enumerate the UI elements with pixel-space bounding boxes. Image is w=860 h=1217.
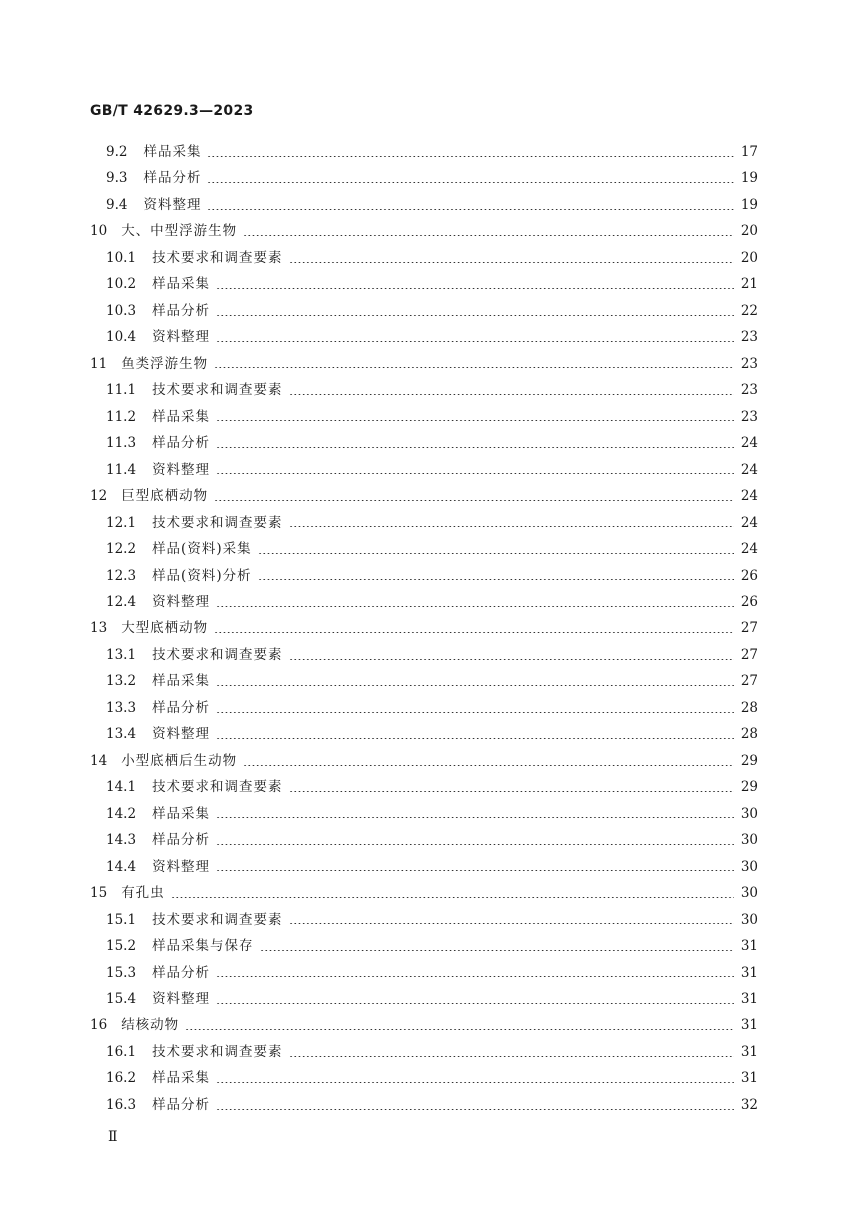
toc-entry-title: 样品采集 [143,144,202,160]
table-of-contents [90,139,758,1118]
toc-entry-number: 9.3 [106,170,128,187]
toc-entry-number: 13.2 [106,673,137,690]
toc-dot-leader [289,659,734,660]
toc-entry-page: 31 [740,964,758,981]
toc-entry-title: 资料整理 [152,329,211,346]
toc-entry[interactable] [90,642,758,668]
toc-entry-page: 32 [740,1096,758,1113]
toc-dot-leader [207,182,734,183]
toc-entry-title: 巨型底栖动物 [121,488,209,505]
toc-entry-title: 样品(资料)分析 [152,567,252,584]
toc-entry-page: 30 [740,832,758,849]
toc-entry-number: 10.3 [106,302,137,319]
toc-entry-title: 技术要求和调查要素 [152,911,283,928]
toc-entry-title: 资料整理 [152,461,211,478]
toc-entry-page: 23 [740,382,758,399]
toc-entry-title: 样品分析 [152,1096,211,1113]
toc-entry-title: 资料整理 [152,726,211,743]
toc-dot-leader [216,341,734,342]
toc-entry[interactable] [90,615,758,641]
toc-dot-leader [216,447,734,448]
toc-dot-leader [207,209,734,210]
toc-dot-leader [289,1056,734,1057]
toc-dot-leader [258,579,734,580]
toc-entry-number: 15.4 [106,991,137,1007]
toc-entry-page: 19 [740,196,758,213]
toc-entry-number: 15.1 [106,911,137,928]
toc-entry[interactable] [90,1039,758,1065]
toc-entry-number: 14.4 [106,858,137,875]
toc-entry-page: 30 [740,885,758,902]
toc-entry-title: 样品分析 [152,435,211,452]
toc-dot-leader [216,1109,734,1110]
toc-entry-number: 16.2 [106,1070,137,1087]
toc-dot-leader [216,315,734,316]
toc-dot-leader [207,156,734,157]
toc-entry-number: 12.4 [106,593,137,610]
toc-entry-number: 12 [90,488,108,505]
toc-entry-page: 20 [740,223,758,240]
toc-entry[interactable] [90,880,758,906]
toc-entry-number: 14 [90,752,108,769]
toc-entry-number: 11 [90,355,108,372]
toc-entry[interactable] [90,774,758,800]
toc-dot-leader [289,526,734,527]
toc-dot-leader [216,420,734,421]
toc-entry[interactable] [90,245,758,271]
toc-entry-number: 16.3 [106,1096,137,1113]
toc-entry-page: 24 [740,488,758,505]
toc-entry-number: 12.3 [106,567,137,584]
toc-entry-number: 15.2 [106,938,137,955]
toc-entry-page: 17 [740,144,758,160]
toc-entry[interactable] [90,1012,758,1038]
toc-dot-leader [258,553,734,554]
toc-entry-page: 24 [740,514,758,531]
toc-entry-number: 14.3 [106,832,137,849]
toc-entry-number: 11.1 [106,382,137,399]
toc-entry-page: 31 [740,1043,758,1060]
toc-dot-leader [289,791,734,792]
toc-entry-number: 16.1 [106,1043,137,1060]
toc-entry-page: 31 [740,1017,758,1034]
toc-entry[interactable] [90,483,758,509]
toc-entry[interactable] [90,271,758,297]
toc-entry-number: 11.4 [106,461,137,478]
toc-dot-leader [243,235,734,236]
toc-entry[interactable] [90,324,758,350]
toc-entry-page: 24 [740,541,758,558]
toc-entry-title: 资料整理 [143,196,202,213]
toc-entry[interactable] [90,1092,758,1118]
toc-entry-number: 9.2 [106,144,128,160]
toc-entry[interactable] [90,589,758,615]
toc-entry[interactable] [90,165,758,191]
toc-dot-leader [214,632,734,633]
toc-dot-leader [260,950,734,951]
toc-dot-leader [216,473,734,474]
toc-entry[interactable] [90,721,758,747]
toc-entry-page: 30 [740,911,758,928]
toc-entry-number: 12.2 [106,541,137,558]
toc-entry-page: 26 [740,593,758,610]
toc-entry-page: 31 [740,938,758,955]
toc-entry-number: 11.3 [106,435,137,452]
toc-entry-title: 技术要求和调查要素 [152,382,283,399]
toc-entry-number: 10.1 [106,249,137,266]
toc-dot-leader [216,1003,734,1004]
toc-entry[interactable] [90,218,758,244]
toc-entry-page: 21 [740,276,758,293]
toc-entry-title: 有孔虫 [121,885,165,902]
toc-entry[interactable] [90,801,758,827]
toc-entry-number: 13.4 [106,726,137,743]
toc-dot-leader [289,923,734,924]
toc-entry-page: 29 [740,752,758,769]
toc-entry[interactable] [90,404,758,430]
toc-entry-number: 16 [90,1017,108,1034]
toc-entry-number: 14.2 [106,805,137,822]
toc-entry[interactable] [90,827,758,853]
toc-entry-title: 样品分析 [152,302,211,319]
toc-dot-leader [214,500,734,501]
toc-entry-page: 30 [740,805,758,822]
toc-entry-page: 28 [740,699,758,716]
toc-entry-title: 样品采集 [152,673,211,690]
toc-dot-leader [216,870,734,871]
toc-entry[interactable] [90,668,758,694]
toc-entry-number: 11.2 [106,408,137,425]
page-folio: Ⅱ [108,1129,118,1145]
toc-entry-page: 27 [740,646,758,663]
toc-dot-leader [216,976,734,977]
toc-entry-number: 14.1 [106,779,137,796]
toc-entry-page: 24 [740,461,758,478]
toc-entry-title: 样品采集 [152,276,211,293]
toc-entry-title: 资料整理 [152,593,211,610]
toc-entry-title: 技术要求和调查要素 [152,514,283,531]
toc-entry-page: 27 [740,673,758,690]
toc-entry-number: 10.2 [106,276,137,293]
toc-entry[interactable] [90,695,758,721]
toc-dot-leader [289,394,734,395]
toc-entry-title: 技术要求和调查要素 [152,1043,283,1060]
toc-entry-page: 24 [740,435,758,452]
toc-entry-page: 20 [740,249,758,266]
toc-dot-leader [216,1082,734,1083]
toc-entry-number: 13.3 [106,699,137,716]
toc-entry-title: 样品采集 [152,408,211,425]
toc-entry-title: 样品分析 [143,170,202,187]
toc-dot-leader [216,817,734,818]
toc-entry-number: 12.1 [106,514,137,531]
toc-entry-title: 样品采集 [152,1070,211,1087]
toc-entry-title: 结核动物 [121,1017,180,1034]
toc-entry[interactable] [90,1065,758,1091]
toc-dot-leader [171,897,734,898]
toc-entry-title: 鱼类浮游生物 [121,355,209,372]
toc-entry-number: 13 [90,620,108,637]
toc-entry-number: 9.4 [106,196,128,213]
toc-entry-page: 27 [740,620,758,637]
toc-entry-title: 资料整理 [152,858,211,875]
toc-entry[interactable] [90,907,758,933]
toc-entry-number: 10 [90,223,108,240]
toc-entry[interactable] [90,933,758,959]
toc-entry[interactable] [90,563,758,589]
toc-entry-page: 26 [740,567,758,584]
toc-entry-page: 28 [740,726,758,743]
toc-entry[interactable] [90,536,758,562]
toc-entry-page: 31 [740,1070,758,1087]
toc-entry[interactable] [90,139,758,165]
toc-entry-title: 样品采集 [152,805,211,822]
toc-entry-page: 19 [740,170,758,187]
toc-entry-title: 技术要求和调查要素 [152,779,283,796]
toc-entry-number: 10.4 [106,329,137,346]
toc-dot-leader [216,844,734,845]
toc-entry-page: 23 [740,329,758,346]
toc-entry-title: 大、中型浮游生物 [121,223,238,240]
toc-entry-title: 样品(资料)采集 [152,541,252,558]
standard-code: GB/T 42629.3—2023 [90,103,254,119]
toc-entry[interactable] [90,748,758,774]
toc-entry-title: 样品采集与保存 [152,938,254,955]
toc-dot-leader [214,367,734,368]
toc-entry-number: 15 [90,885,108,902]
toc-entry-title: 样品分析 [152,832,211,849]
toc-entry-number: 15.3 [106,964,137,981]
toc-entry-title: 技术要求和调查要素 [152,646,283,663]
toc-entry-page: 31 [740,991,758,1007]
toc-dot-leader [216,606,734,607]
toc-entry[interactable] [90,960,758,986]
toc-entry-title: 样品分析 [152,964,211,981]
toc-entry-title: 样品分析 [152,699,211,716]
toc-entry-title: 小型底栖后生动物 [121,752,238,769]
toc-entry[interactable] [90,192,758,218]
toc-dot-leader [289,262,734,263]
toc-entry-title: 资料整理 [152,991,211,1007]
toc-dot-leader [243,765,734,766]
toc-entry-title: 大型底栖动物 [121,620,209,637]
toc-dot-leader [185,1029,734,1030]
toc-entry-number: 13.1 [106,646,137,663]
toc-entry[interactable] [90,298,758,324]
toc-dot-leader [216,712,734,713]
toc-entry-page: 23 [740,355,758,372]
toc-entry-page: 29 [740,779,758,796]
toc-entry-page: 22 [740,302,758,319]
toc-entry[interactable] [90,430,758,456]
toc-entry-title: 技术要求和调查要素 [152,249,283,266]
toc-entry-page: 30 [740,858,758,875]
toc-entry[interactable] [90,457,758,483]
toc-entry[interactable] [90,377,758,403]
toc-entry[interactable] [90,854,758,880]
toc-dot-leader [216,738,734,739]
toc-entry[interactable] [90,510,758,536]
toc-entry-page: 23 [740,408,758,425]
toc-entry[interactable] [90,986,758,1012]
toc-entry[interactable] [90,351,758,377]
toc-dot-leader [216,685,734,686]
toc-dot-leader [216,288,734,289]
